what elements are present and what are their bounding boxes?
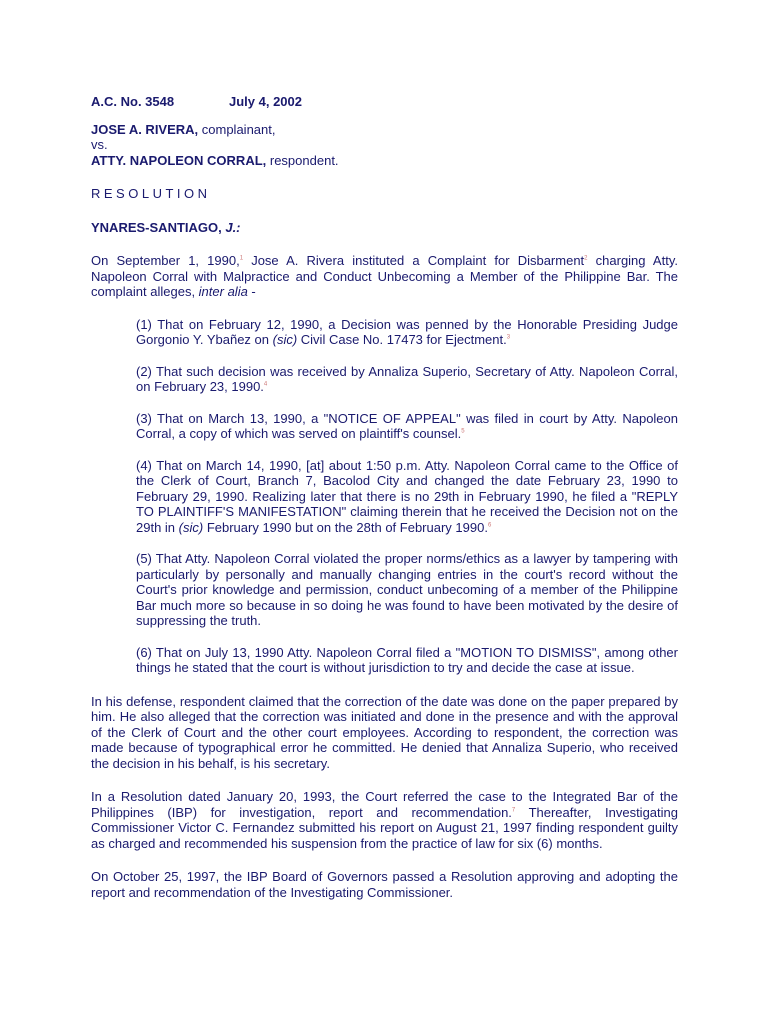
intro-text-3: charging Atty. Napoleon Corral with Malpractice and Conduct Unbecoming a Member of the Philippine Bar. The complaint alleges, <box>91 253 678 299</box>
respondent-role: respondent. <box>266 152 339 168</box>
allegation-2 <box>136 364 678 395</box>
case-number: A.C. No. 3548 <box>91 94 175 109</box>
referral-paragraph <box>91 789 678 851</box>
allegation-text: (2) That such decision was received by Annaliza Superio, Secretary of Atty. Napoleon Corral, on February 23, 1990. <box>136 363 678 394</box>
ibp-paragraph: On October 25, 1997, the IBP Board of Governors passed a Resolution approving and adopting the report and recommendation of the Investigating Commissioner. <box>91 869 678 900</box>
sic-mark: (sic) <box>272 332 298 347</box>
allegation-1 <box>136 317 678 348</box>
case-header <box>91 94 678 110</box>
inter-alia: inter alia <box>198 284 248 299</box>
intro-text-2: Jose A. Rivera instituted a Complaint for Disbarment <box>243 253 585 268</box>
complainant-line <box>91 122 678 138</box>
allegation-text: February 1990 but on the 28th of February 1990. <box>203 519 488 535</box>
intro-text-4: - <box>247 284 256 299</box>
allegation-text: Civil Case No. 17473 for Ejectment. <box>297 332 507 347</box>
defense-paragraph: In his defense, respondent claimed that the correction of the date was done on the paper prepared by him. He also alleged that the correction was initiated and done in the presence and with the approval of the Clerk of Court and the other court employees. According to respondent, the correction was made because of typographical error he committed. He denied that Annaliza Superio, who received the decision in his behalf, is his secretary. <box>91 693 678 771</box>
versus-line: vs. <box>91 137 108 152</box>
footnote-ref-7[interactable]: 7 <box>511 807 516 814</box>
allegation-4 <box>136 458 678 536</box>
justice-suffix: J.: <box>225 219 241 235</box>
allegation-text: (6) That on July 13, 1990 Atty. Napoleon Corral filed a "MOTION TO DISMISS", among other things he stated that the court is without jurisdiction to try and decide the case at issue. <box>136 644 678 675</box>
intro-text-1: On September 1, 1990, <box>91 253 240 268</box>
allegation-3 <box>136 411 678 442</box>
ponente-line <box>91 220 678 236</box>
allegation-text: (4) That on March 14, 1990, [at] about 1:50 p.m. Atty. Napoleon Corral came to the Office of the Clerk of Court, Branch 7, Bacolod City and changed the date February 23, 1990 to February 29, 1990. Realizing later that there is no 29th in February 1990, he filed a "REPLY TO PLAINTIFF'S MANIFESTATION" claiming therein that he received the Decision not on the 29th in <box>136 457 678 535</box>
footnote-ref-5[interactable]: 5 <box>461 428 465 435</box>
footnote-ref-2[interactable]: 2 <box>584 255 588 262</box>
intro-paragraph <box>91 253 678 300</box>
case-date: July 4, 2002 <box>229 94 302 109</box>
resolution-title: RESOLUTION <box>91 186 211 201</box>
allegation-text: (5) That Atty. Napoleon Corral violated the proper norms/ethics as a lawyer by tampering with particularly by personally and manually changing entries in the court's record without the Court's prior knowledge and permission, conduct unbecoming of a member of the Philippine Bar much more so because in so doing he was found to have been motivated by the desire of suppressing the truth. <box>136 551 678 628</box>
justice-name: YNARES-SANTIAGO, <box>91 219 226 235</box>
footnote-ref-6[interactable]: 6 <box>487 522 492 529</box>
footnote-ref-3[interactable]: 3 <box>506 334 511 341</box>
respondent-name: ATTY. NAPOLEON CORRAL, <box>91 152 267 168</box>
allegation-text: (3) That on March 13, 1990, a "NOTICE OF APPEAL" was filed in court by Atty. Napoleon Corral, a copy of which was served on plaintiff's counsel. <box>136 410 678 441</box>
referral-text-2: Thereafter, Investigating Commissioner Victor C. Fernandez submitted his report on August 21, 1997 finding respondent guilty as charged and recommended his suspension from the practice of law for six (6) months. <box>91 804 678 851</box>
footnote-ref-4[interactable]: 4 <box>263 381 268 388</box>
allegation-5 <box>136 551 678 629</box>
referral-text-1: In a Resolution dated January 20, 1993, the Court referred the case to the Integrated Bar of the Philippines (IBP) for investigation, report and recommendation. <box>91 789 678 820</box>
document-body <box>91 94 678 900</box>
parties-block <box>91 122 678 169</box>
allegation-text: (1) That on February 12, 1990, a Decision was penned by the Honorable Presiding Judge Gorgonio Y. Ybañez on <box>136 316 678 347</box>
allegation-6 <box>136 645 678 676</box>
complainant-role: complainant, <box>198 121 276 137</box>
respondent-line <box>91 153 678 169</box>
sic-mark: (sic) <box>178 519 204 535</box>
footnote-ref-1[interactable]: 1 <box>239 255 244 262</box>
complainant-name: JOSE A. RIVERA, <box>91 121 199 137</box>
